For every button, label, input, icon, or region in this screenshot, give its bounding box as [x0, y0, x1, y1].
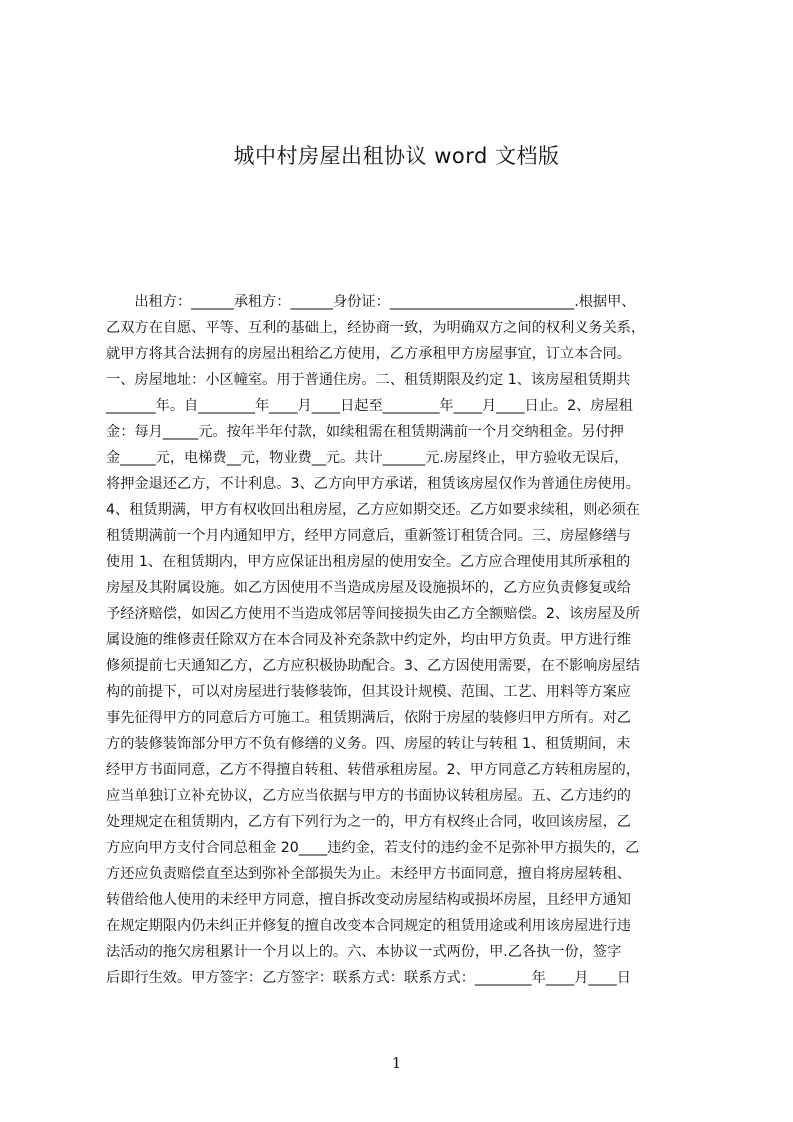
body-line: 使用 1、在租赁期内，甲方应保证出租房屋的使用安全。乙方应合理使用其所承租的 [106, 554, 631, 570]
body-line: 就甲方将其合法拥有的房屋出租给乙方使用，乙方承租甲方房屋事宜，订立本合同。 [106, 346, 631, 362]
body-line: 应当单独订立补充协议，乙方应当依据与甲方的书面协议转租房屋。五、乙方违约的 [106, 788, 631, 804]
body-line: 处理规定在租赁期内，乙方有下列行为之一的，甲方有权终止合同，收回该房屋，乙 [106, 814, 631, 830]
body-line: 租赁期满前一个月内通知甲方，经甲方同意后，重新签订租赁合同。三、房屋修缮与 [106, 528, 631, 544]
body-line: 予经济赔偿，如因乙方使用不当造成邻居等间接损失由乙方全额赔偿。2、该房屋及所 [106, 606, 640, 622]
page-number: 1 [391, 1054, 402, 1072]
body-line: 方应向甲方支付合同总租金 20____违约金，若支付的违约金不足弥补甲方损失的，乙 [106, 840, 640, 856]
body-line: 转借给他人使用的未经甲方同意，擅自拆改变动房屋结构或损坏房屋，且经甲方通知 [106, 892, 631, 908]
body-line: 方还应负责赔偿直至达到弥补全部损失为止。未经甲方书面同意，擅自将房屋转租、 [106, 866, 631, 882]
body-line: 经甲方书面同意，乙方不得擅自转租、转借承租房屋。2、甲方同意乙方转租房屋的， [106, 762, 640, 778]
body-line: 修须提前七天通知乙方，乙方应积极协助配合。3、乙方因使用需要，在不影响房屋结 [106, 658, 640, 674]
body-line: 事先征得甲方的同意后方可施工。租赁期满后，依附于房屋的装修归甲方所有。对乙 [106, 710, 631, 726]
body-line: 属设施的维修责任除双方在本合同及补充条款中约定外，均由甲方负责。甲方进行维 [106, 632, 631, 648]
body-line: 构的前提下，可以对房屋进行装修装饰，但其设计规模、范围、工艺、用料等方案应 [106, 684, 631, 700]
body-line: _______年。自________年____月____日起至________年____月____日止。2、房屋租 [106, 398, 633, 414]
body-line: 在规定期限内仍未纠正并修复的擅自改变本合同规定的租赁用途或利用该房屋进行违 [106, 918, 631, 934]
body-line: 出租方：______承租方：______身份证：__________________________.根据甲、 [106, 294, 636, 310]
body-line: 方的装修装饰部分甲方不负有修缮的义务。四、房屋的转让与转租 1、租赁期间，未 [106, 736, 631, 752]
body-line: 将押金退还乙方，不计利息。3、乙方向甲方承诺，租赁该房屋仅作为普通住房使用。 [106, 476, 640, 492]
body-line: 金：每月_____元。按年半年付款，如续租需在租赁期满前一个月交纳租金。另付押 [106, 424, 624, 440]
document-body [106, 289, 698, 1009]
body-line: 法活动的拖欠房租累计一个月以上的。六、本协议一式两份，甲.乙各执一份，签字 [106, 944, 622, 960]
body-line: 房屋及其附属设施。如乙方因使用不当造成房屋及设施损坏的，乙方应负责修复或给 [106, 580, 631, 596]
body-line: 金_____元，电梯费__元，物业费__元。共计______元.房屋终止，甲方验收无误后， [106, 450, 629, 466]
body-line: 乙双方在自愿、平等、互利的基础上，经协商一致，为明确双方之间的权利义务关系， [106, 320, 646, 336]
body-line: 一、房屋地址：小区幢室。用于普通住房。二、租赁期限及约定 1、该房屋租赁期共 [106, 372, 631, 388]
body-line: 后即行生效。甲方签字：乙方签字：联系方式：联系方式：________年____月____日 [106, 970, 631, 986]
document-title: 城中村房屋出租协议 word 文档版 [233, 144, 560, 168]
body-line: 4、租赁期满，甲方有权收回出租房屋，乙方应如期交还。乙方如要求续租，则必须在 [106, 502, 640, 518]
